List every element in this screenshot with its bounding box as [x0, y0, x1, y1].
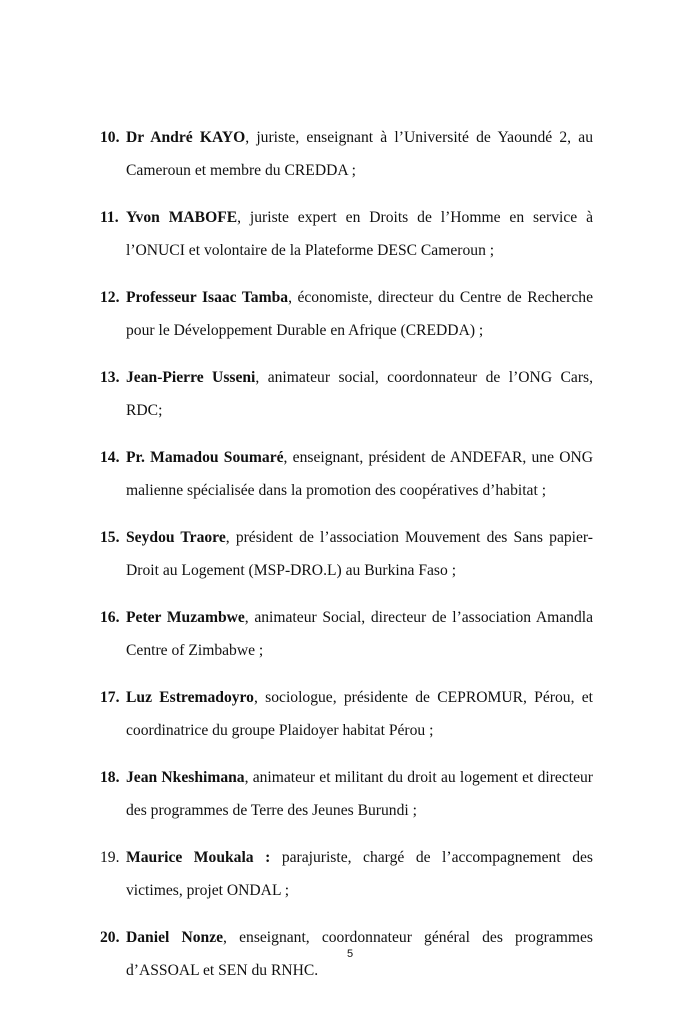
item-name: Pr. Mamadou Soumaré [126, 449, 284, 466]
list-item [100, 362, 593, 427]
item-name: Seydou Traore [126, 529, 226, 546]
item-description: , sociologue, présidente de CEPROMUR, Pérou, et coordinatrice du groupe Plaidoyer habitat Pérou ; [126, 689, 593, 739]
item-number: 12. [100, 289, 120, 306]
item-description: , économiste, directeur du Centre de Recherche pour le Développement Durable en Afrique (CREDDA) ; [126, 289, 593, 339]
item-name: Luz Estremadoyro [126, 689, 254, 706]
page-number: 5 [346, 948, 354, 960]
item-number: 19. [100, 849, 120, 866]
list-item [100, 202, 593, 267]
item-number: 13. [100, 369, 120, 386]
item-number: 15. [100, 529, 120, 546]
list-item [100, 762, 593, 827]
item-description: , animateur et militant du droit au logement et directeur des programmes de Terre des Jeunes Burundi ; [126, 769, 593, 819]
item-name: Professeur Isaac Tamba [126, 289, 289, 306]
list-item [100, 122, 593, 187]
item-name: Peter Muzambwe [126, 609, 245, 626]
list-item [100, 282, 593, 347]
item-description: parajuriste, chargé de l’accompagnement des victimes, projet ONDAL ; [126, 849, 593, 899]
participants-list [100, 122, 593, 1002]
item-description: , enseignant, président de ANDEFAR, une ONG malienne spécialisée dans la promotion des coopératives d’habitat ; [126, 449, 593, 499]
item-description: , président de l’association Mouvement des Sans papier- Droit au Logement (MSP-DRO.L) au Burkina Faso ; [126, 529, 594, 579]
item-number: 14. [100, 449, 120, 466]
item-name: Maurice Moukala : [126, 849, 271, 866]
item-number: 17. [100, 689, 120, 706]
item-description: , juriste, enseignant à l’Université de Yaoundé 2, au Cameroun et membre du CREDDA ; [126, 129, 593, 179]
item-number: 18. [100, 769, 120, 786]
list-item [100, 602, 593, 667]
item-number: 20. [100, 929, 120, 946]
item-name: Daniel Nonze [126, 929, 224, 946]
list-item [100, 442, 593, 507]
item-number: 16. [100, 609, 120, 626]
item-description: , enseignant, coordonnateur général des programmes d’ASSOAL et SEN du RNHC. [126, 929, 593, 979]
item-number: 10. [100, 129, 120, 146]
item-name: Yvon MABOFE [126, 209, 238, 226]
item-name: Dr André KAYO [126, 129, 246, 146]
item-description: , animateur Social, directeur de l’association Amandla Centre of Zimbabwe ; [126, 609, 593, 659]
item-name: Jean Nkeshimana [126, 769, 245, 786]
item-description: , juriste expert en Droits de l’Homme en service à l’ONUCI et volontaire de la Plateforme DESC Cameroun ; [126, 209, 593, 259]
item-name: Jean-Pierre Usseni [126, 369, 256, 386]
list-item [100, 522, 593, 587]
item-number: 11. [100, 209, 119, 226]
item-description: , animateur social, coordonnateur de l’ONG Cars, RDC; [126, 369, 593, 419]
list-item [100, 842, 593, 907]
list-item [100, 682, 593, 747]
